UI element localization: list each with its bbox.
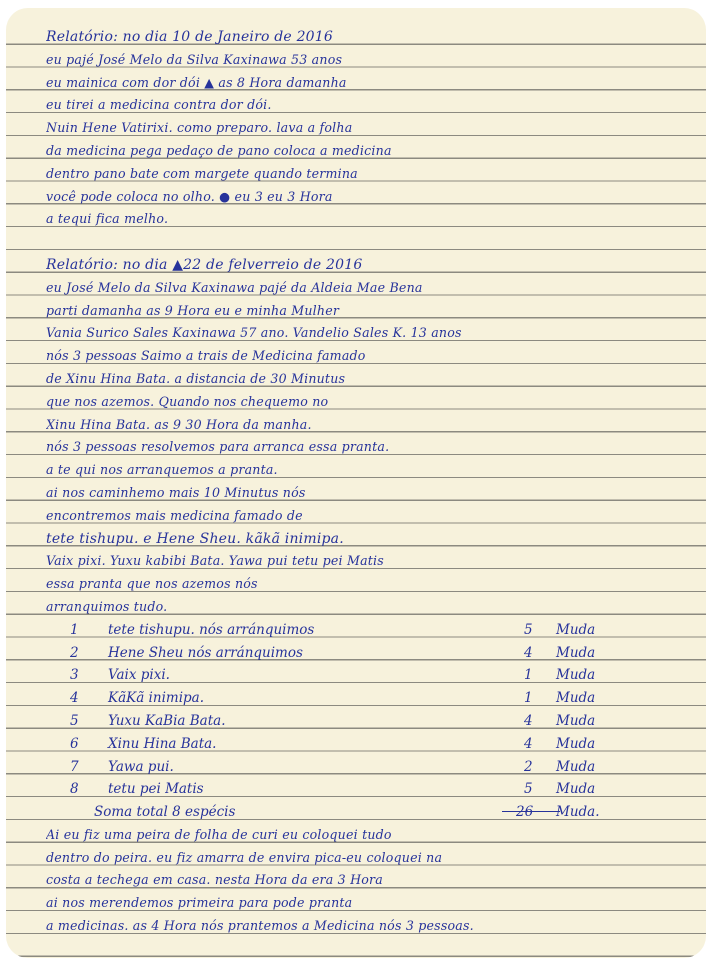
blank-line <box>46 231 696 254</box>
report2-line: ai nos caminhemo mais 10 Minutus nós <box>46 484 306 500</box>
handwritten-text <box>46 26 696 938</box>
report2-line: de Xinu Hina Bata. a distancia de 30 Minutus <box>46 370 346 386</box>
plant-unit: Muda <box>556 781 596 798</box>
plant-quantity: 4 <box>524 712 533 729</box>
plant-number: 5 <box>70 712 79 729</box>
plant-name: KãKã inimipa. <box>108 690 204 707</box>
plant-name: Yawa pui. <box>108 758 174 775</box>
plant-quantity: 4 <box>524 735 533 752</box>
report2-line: encontremos mais medicina famado de <box>46 507 303 523</box>
plant-quantity: 5 <box>524 621 533 638</box>
report2-line: tete tishupu. e Hene Sheu. kãkã inimipa. <box>46 530 344 547</box>
report2-line: arranquimos tudo. <box>46 598 168 614</box>
plant-quantity: 5 <box>524 781 533 798</box>
report2-line: Vaix pixi. Yuxu kabibi Bata. Yawa pui tetu pei Matis <box>46 553 384 569</box>
report1-line: eu mainica com dor dói ▲ as 8 Hora damanha <box>46 74 347 90</box>
report1-line: da medicina pega pedaço de pano coloca a medicina <box>46 142 392 158</box>
closing-line: Ai eu fiz uma peira de folha de curi eu coloquei tudo <box>46 826 392 842</box>
closing-line: ai nos merendemos primeira para pode pranta <box>46 895 353 911</box>
closing-line: dentro do peira. eu fiz amarra de envira pica-eu coloquei na <box>46 849 443 865</box>
report2-line: Xinu Hina Bata. as 9 30 Hora da manha. <box>46 416 312 432</box>
plant-quantity: 1 <box>524 667 533 684</box>
report1-line: dentro pano bate com margete quando termina <box>46 165 358 181</box>
report2-line: a te qui nos arranquemos a pranta. <box>46 462 278 478</box>
report2-line: que nos azemos. Quando nos chequemo no <box>46 393 329 409</box>
plant-list-item <box>46 778 696 801</box>
report2-line: nós 3 pessoas Saimo a trais de Medicina famado <box>46 348 366 364</box>
plant-number: 8 <box>70 781 79 798</box>
plant-list-item <box>46 687 696 710</box>
plant-number: 3 <box>70 667 79 684</box>
plant-list-item <box>46 619 696 642</box>
plant-quantity: 2 <box>524 758 533 775</box>
plant-unit: Muda <box>556 644 596 661</box>
report1-line: eu tirei a medicina contra dor dói. <box>46 97 272 113</box>
notebook-page <box>6 8 706 958</box>
total-label: Soma total 8 espécis <box>94 804 236 821</box>
total-quantity: 26 <box>516 804 534 821</box>
report2-line: nós 3 pessoas resolvemos para arranca essa pranta. <box>46 439 390 455</box>
report1-line: a tequi fica melho. <box>46 211 169 227</box>
plant-name: Hene Sheu nós arránquimos <box>108 644 303 661</box>
plant-number: 1 <box>70 621 79 638</box>
plant-unit: Muda <box>556 758 596 775</box>
plant-quantity: 1 <box>524 690 533 707</box>
plant-name: Yuxu KaBia Bata. <box>108 712 226 729</box>
report2-title: Relatório: no dia ▲22 de felverreio de 2016 <box>46 256 363 273</box>
plant-number: 4 <box>70 690 79 707</box>
plant-name: tete tishupu. nós arránquimos <box>108 621 315 638</box>
plant-list-item <box>46 642 696 665</box>
plant-number: 6 <box>70 735 79 752</box>
plant-number: 2 <box>70 644 79 661</box>
report2-line: essa pranta que nos azemos nós <box>46 576 258 592</box>
closing-line: a medicinas. as 4 Hora nós prantemos a Medicina nós 3 pessoas. <box>46 918 474 934</box>
plant-unit: Muda <box>556 621 596 638</box>
report1-line: Nuin Hene Vatirixi. como preparo. lava a folha <box>46 120 353 136</box>
plant-name: tetu pei Matis <box>108 781 204 798</box>
plant-unit: Muda <box>556 712 596 729</box>
plant-list-item <box>46 710 696 733</box>
plant-name: Vaix pixi. <box>108 667 170 684</box>
report1-line: eu pajé José Melo da Silva Kaxinawa 53 anos <box>46 51 343 67</box>
plant-total-row <box>46 801 696 824</box>
report1-title: Relatório: no dia 10 de Janeiro de 2016 <box>46 29 334 45</box>
total-unit: Muda. <box>556 804 600 821</box>
closing-line: costa a techega em casa. nesta Hora da era 3 Hora <box>46 872 383 888</box>
plant-list-item <box>46 756 696 779</box>
report2-line: parti damanha as 9 Hora eu e minha Mulher <box>46 302 340 318</box>
plant-list-item <box>46 664 696 687</box>
plant-list-item <box>46 733 696 756</box>
plant-number: 7 <box>70 758 79 775</box>
report2-line: Vania Surico Sales Kaxinawa 57 ano. Vandelio Sales K. 13 anos <box>46 325 462 341</box>
report1-line: você pode coloca no olho. ● eu 3 eu 3 Hora <box>46 188 333 204</box>
report2-line: eu José Melo da Silva Kaxinawa pajé da Aldeia Mae Bena <box>46 279 423 295</box>
plant-quantity: 4 <box>524 644 533 661</box>
plant-unit: Muda <box>556 735 596 752</box>
plant-unit: Muda <box>556 667 596 684</box>
plant-unit: Muda <box>556 690 596 707</box>
plant-name: Xinu Hina Bata. <box>108 735 217 752</box>
